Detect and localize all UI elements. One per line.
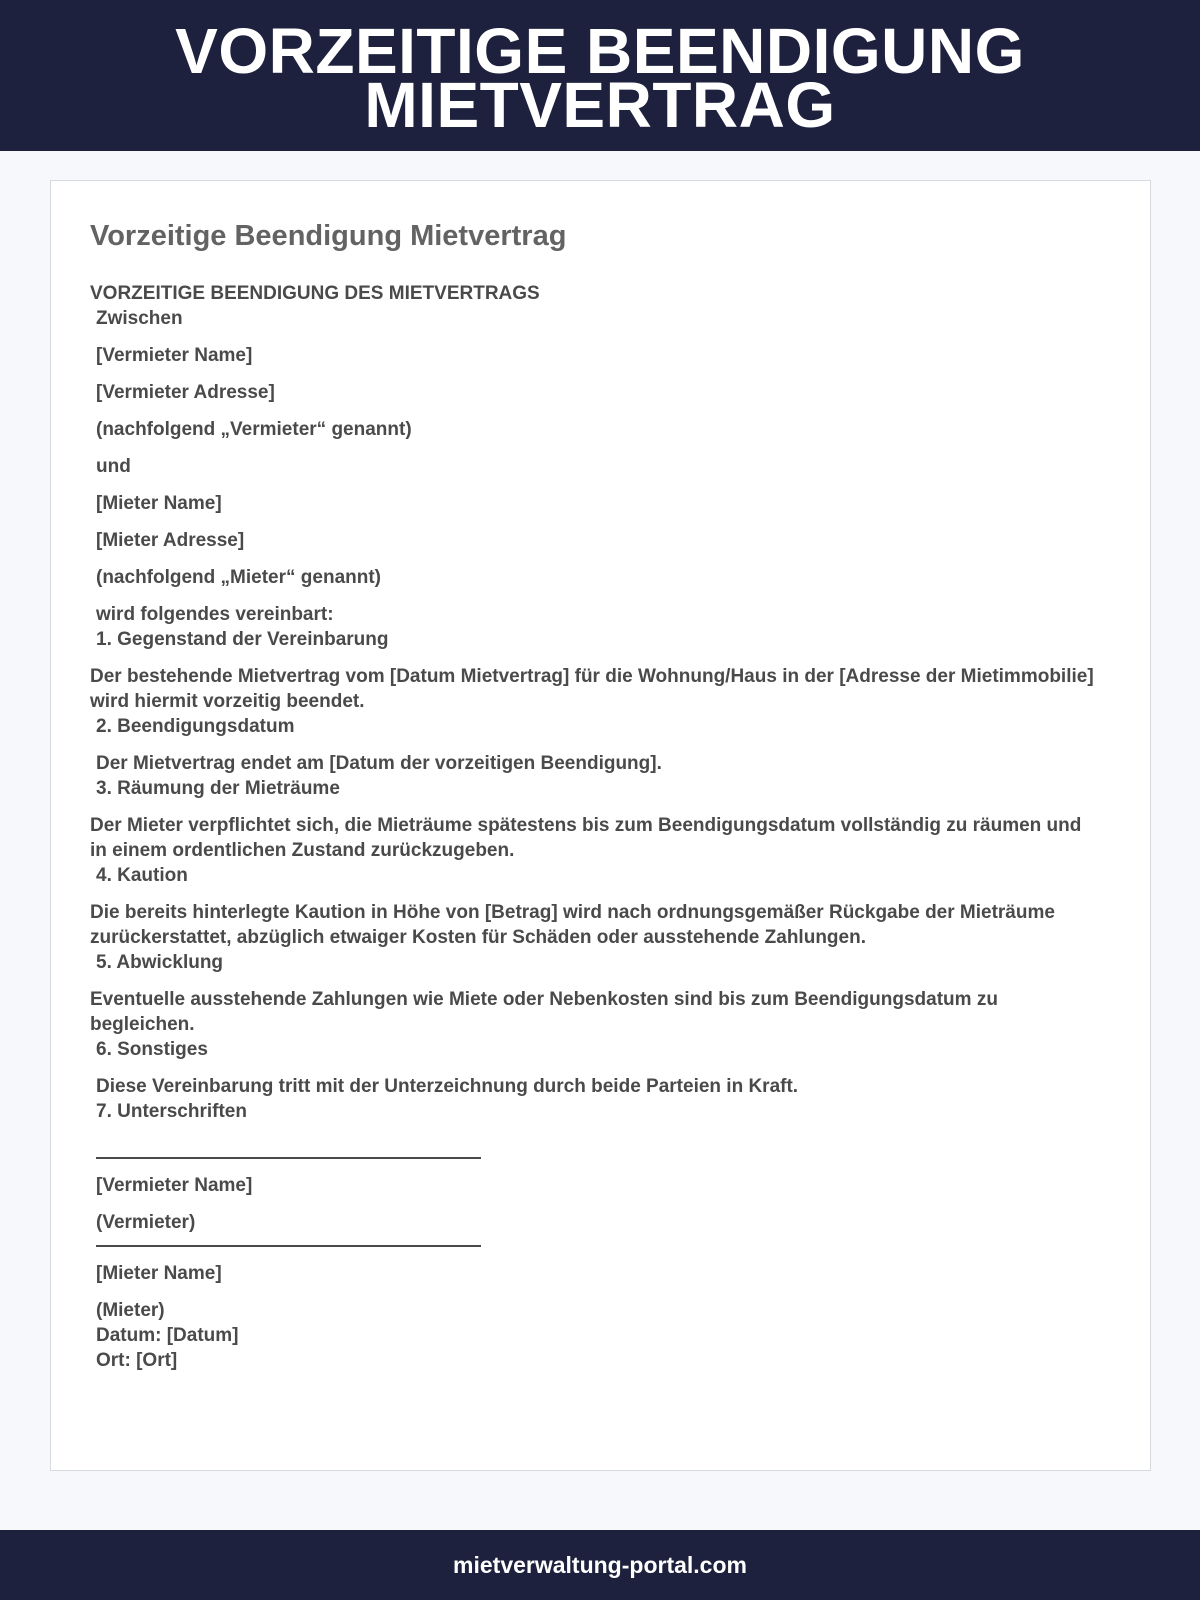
- signature-date: Datum: [Datum]: [96, 1325, 239, 1346]
- signature-place: Ort: [Ort]: [96, 1350, 178, 1371]
- section-heading: 5. Abwicklung: [96, 952, 224, 973]
- section-text: Der Mietvertrag endet am [Datum der vorzeitigen Beendigung].: [96, 753, 662, 774]
- section-heading: 1. Gegenstand der Vereinbarung: [96, 629, 389, 650]
- tenant-address: [Mieter Adresse]: [96, 530, 245, 551]
- signature-landlord-name: [Vermieter Name]: [96, 1175, 253, 1196]
- page-title: VORZEITIGE BEENDIGUNG MIETVERTRAG: [175, 14, 1025, 141]
- document-body: [90, 281, 1100, 1373]
- tenant-name: [Mieter Name]: [96, 493, 222, 514]
- section-heading: 2. Beendigungsdatum: [96, 716, 295, 737]
- signature-tenant-role: (Mieter): [96, 1300, 165, 1321]
- landlord-note: (nachfolgend „Vermieter“ genannt): [96, 419, 412, 440]
- tenant-signature-line: [96, 1245, 481, 1247]
- landlord-name: [Vermieter Name]: [96, 345, 253, 366]
- footer-site: mietverwaltung-portal.com: [453, 1551, 747, 1578]
- section-heading: 6. Sonstiges: [96, 1039, 208, 1060]
- page-footer: [0, 1530, 1200, 1600]
- section-text: Eventuelle ausstehende Zahlungen wie Miete oder Nebenkosten sind bis zum Beendigungsdatum zu begleichen.: [90, 989, 998, 1035]
- signature-landlord-role: (Vermieter): [96, 1212, 196, 1233]
- section-text: Diese Vereinbarung tritt mit der Unterzeichnung durch beide Parteien in Kraft.: [96, 1076, 799, 1097]
- tenant-note: (nachfolgend „Mieter“ genannt): [96, 567, 381, 588]
- agreement-intro: wird folgendes vereinbart:: [96, 604, 334, 625]
- page-header: [0, 0, 1200, 151]
- section-heading: 7. Unterschriften: [96, 1101, 247, 1122]
- landlord-signature-line: [96, 1157, 481, 1159]
- between-text: Zwischen: [96, 308, 183, 329]
- document-heading: VORZEITIGE BEENDIGUNG DES MIETVERTRAGS: [90, 283, 540, 304]
- section-text: Die bereits hinterlegte Kaution in Höhe von [Betrag] wird nach ordnungsgemäßer Rückgabe der Mieträume zurückerstattet, abzüglich etwaiger Kosten für Schäden oder ausstehende Zahlungen.: [90, 902, 1055, 948]
- document-card: [50, 180, 1151, 1471]
- document-title: Vorzeitige Beendigung Mietvertrag: [90, 220, 567, 252]
- landlord-address: [Vermieter Adresse]: [96, 382, 275, 403]
- signature-tenant-name: [Mieter Name]: [96, 1263, 222, 1284]
- section-text: Der Mieter verpflichtet sich, die Mieträume spätestens bis zum Beendigungsdatum vollständig zu räumen und in einem ordentlichen Zustand zurückzugeben.: [90, 815, 1082, 861]
- section-heading: 4. Kaution: [96, 865, 188, 886]
- and-text: und: [96, 456, 131, 477]
- section-heading: 3. Räumung der Mieträume: [96, 778, 340, 799]
- section-text: Der bestehende Mietvertrag vom [Datum Mietvertrag] für die Wohnung/Haus in der [Adresse der Mietimmobilie] wird hiermit vorzeitig beendet.: [90, 666, 1094, 712]
